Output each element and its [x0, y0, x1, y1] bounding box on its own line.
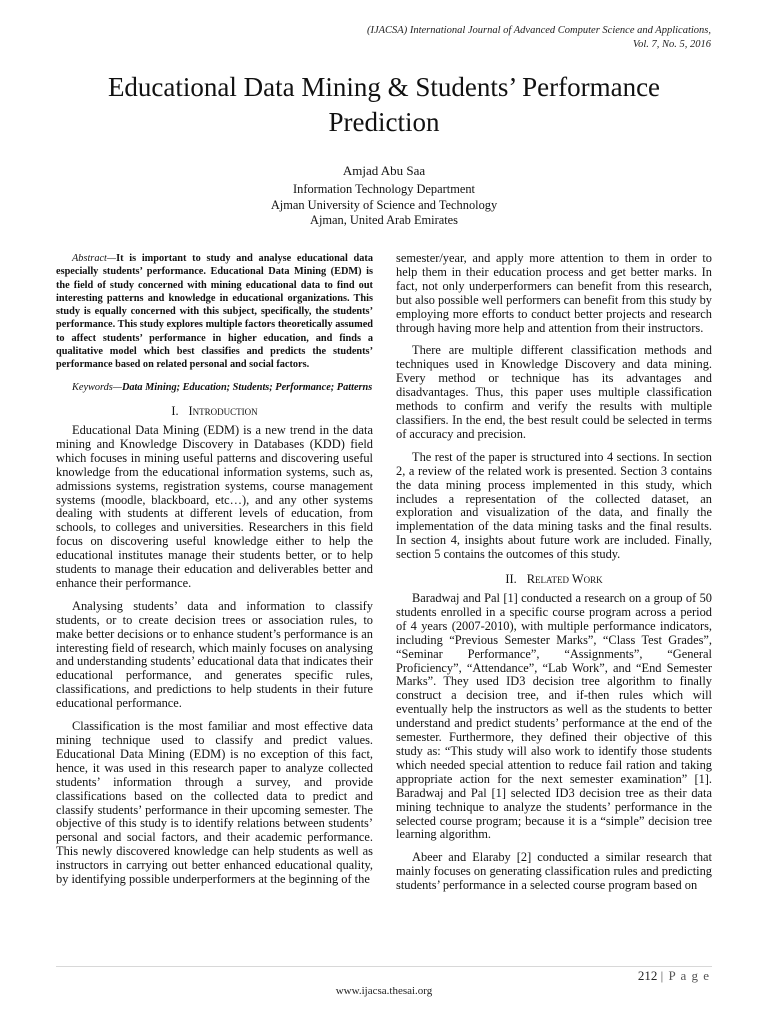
paper-title-line-2: Prediction: [328, 107, 440, 137]
keywords-label: Keywords—: [72, 381, 122, 393]
paper-title: [40, 70, 728, 140]
paragraph: Classification is the most familiar and most effective data mining technique used to classify and predict values. Educational Data Mining (EDM) is no exception of this fact, hence, it was used in this research paper to analyze collected students’ information through a survey, and provide classifications based on the collected data to predict and classify students’ performance in their upcoming semester. The objective of this study is to identify relations between students’ personal and social factors, and their academic performance. This newly discovered knowledge can help students as well as instructors in carrying out better enhanced educational quality, by identifying possible underperformers at the beginning of the: [56, 719, 373, 887]
footer-divider: [56, 966, 712, 967]
left-column: [56, 252, 373, 887]
journal-volume: Vol. 7, No. 5, 2016: [632, 39, 711, 50]
abstract: [56, 252, 373, 372]
section-title: Introduction: [188, 403, 258, 418]
page-label: | P a g e: [660, 968, 710, 983]
paragraph: There are multiple different classification methods and techniques used in Knowledge Discovery and data mining. Every method or technique has its advantages and disadvantages. Thus, this paper uses multiple classification methods to confirm and verify the results with multiple classifiers. In the end, the best result could be selected in terms of accuracy and precision.: [396, 343, 712, 441]
right-column: [396, 252, 712, 893]
journal-name: (IJACSA) International Journal of Advanced Computer Science and Applications,: [366, 25, 711, 36]
paragraph: Educational Data Mining (EDM) is a new trend in the data mining and Knowledge Discovery in Databases (KDD) field which focuses in mining useful patterns and discovering useful knowledge from the educational information systems, such as, admissions systems, registration systems, course management systems (moodle, blackboard, etc…), and any other systems dealing with students at different levels of education, from schools, to colleges and universities. Researchers in this field focus on discovering useful knowledge either to help the educational institutes manage their students better, or to help students to manage their education and deliverables better and enhance their performance.: [56, 422, 373, 590]
section-heading-introduction: [56, 404, 373, 419]
journal-header: [367, 24, 711, 52]
author-affiliation: [40, 182, 728, 229]
section-numeral: II.: [505, 572, 517, 587]
page-number-value: 212: [637, 968, 658, 983]
keywords-text: Data Mining; Education; Students; Performance; Patterns: [121, 381, 373, 393]
affiliation-location: Ajman, United Arab Emirates: [310, 213, 458, 227]
abstract-text: It is important to study and analyse educational data especially students’ performance. Educational Data Mining (EDM) is the field of study concerned with mining educational data to find out interesting patterns and knowledge in educational organizations. This study is equally concerned with this subject, specifically, the students’ performance. This study explores multiple factors theoretically assumed to affect students’ performance in higher education, and finds a qualitative model which best classifies and predicts the students’ performance based on related personal and social factors.: [56, 253, 373, 371]
paragraph: Baradwaj and Pal [1] conducted a research on a group of 50 students enrolled in a specific course program across a period of 4 years (2007-2010), with multiple performance indicators, including “Previous Semester Marks”, “Class Test Grades”, “Seminar Performance”, “Assignments”, “General Proficiency”, “Attendance”, “Lab Work”, and “End Semester Marks”. They used ID3 decision tree algorithm to finally construct a decision tree, and if-then rules which will eventually help the instructors as well as the students to better understand and predict students’ performance at the end of the semester. Furthermore, they defined their objective of this study as: “This study will also work to identify those students which needed special attention to reduce fail ration and taking appropriate action for the next semester examination” [1]. Baradwaj and Pal [1] selected ID3 decision tree as their data mining technique to analyze the students’ performance in the selected course program; because it is a “simple” decision tree learning algorithm.: [396, 591, 712, 842]
paragraph: Analysing students’ data and information to classify students, or to create decision trees or association rules, to make better decisions or to enhance student’s performance is an interesting field of research, which mainly focuses on analysing and understanding students’ educational data that indicates their educational performance, and generates specific rules, classifications, and predictions to help students in their future educational performance.: [56, 598, 373, 711]
section-title: Related Work: [526, 572, 603, 587]
abstract-label: Abstract—: [72, 253, 117, 264]
paper-title-line-1: Educational Data Mining & Students’ Performance: [107, 72, 661, 102]
page-number: [638, 968, 710, 984]
affiliation-department: Information Technology Department: [293, 182, 475, 196]
author-name: Amjad Abu Saa: [342, 163, 426, 178]
paragraph: The rest of the paper is structured into 4 sections. In section 2, a review of the related work is presented. Section 3 contains the data mining process implemented in this study, which includes a representation of the collected dataset, an exploration and visualization of the data, and finally the implementation of the data mining tasks and the final results. In section 4, insights about future work are included. Finally, section 5 contains the outcomes of this study.: [396, 449, 712, 562]
keywords: [56, 381, 373, 394]
section-heading-related-work: [396, 572, 712, 587]
paragraph-continued: semester/year, and apply more attention to them in order to help them in their education process and get better marks. In fact, not only underperformers can benefit from this research, but also possible well performers can benefit from this study by employing more efforts to conduct better projects and research through having more help and attention from their instructors.: [396, 251, 712, 335]
journal-website: www.ijacsa.thesai.org: [335, 985, 433, 997]
section-numeral: I.: [171, 403, 179, 418]
paragraph: Abeer and Elaraby [2] conducted a similar research that mainly focuses on generating classification rules and predicting students’ performance in a selected course program based on: [396, 850, 712, 893]
affiliation-university: Ajman University of Science and Technology: [270, 197, 498, 212]
